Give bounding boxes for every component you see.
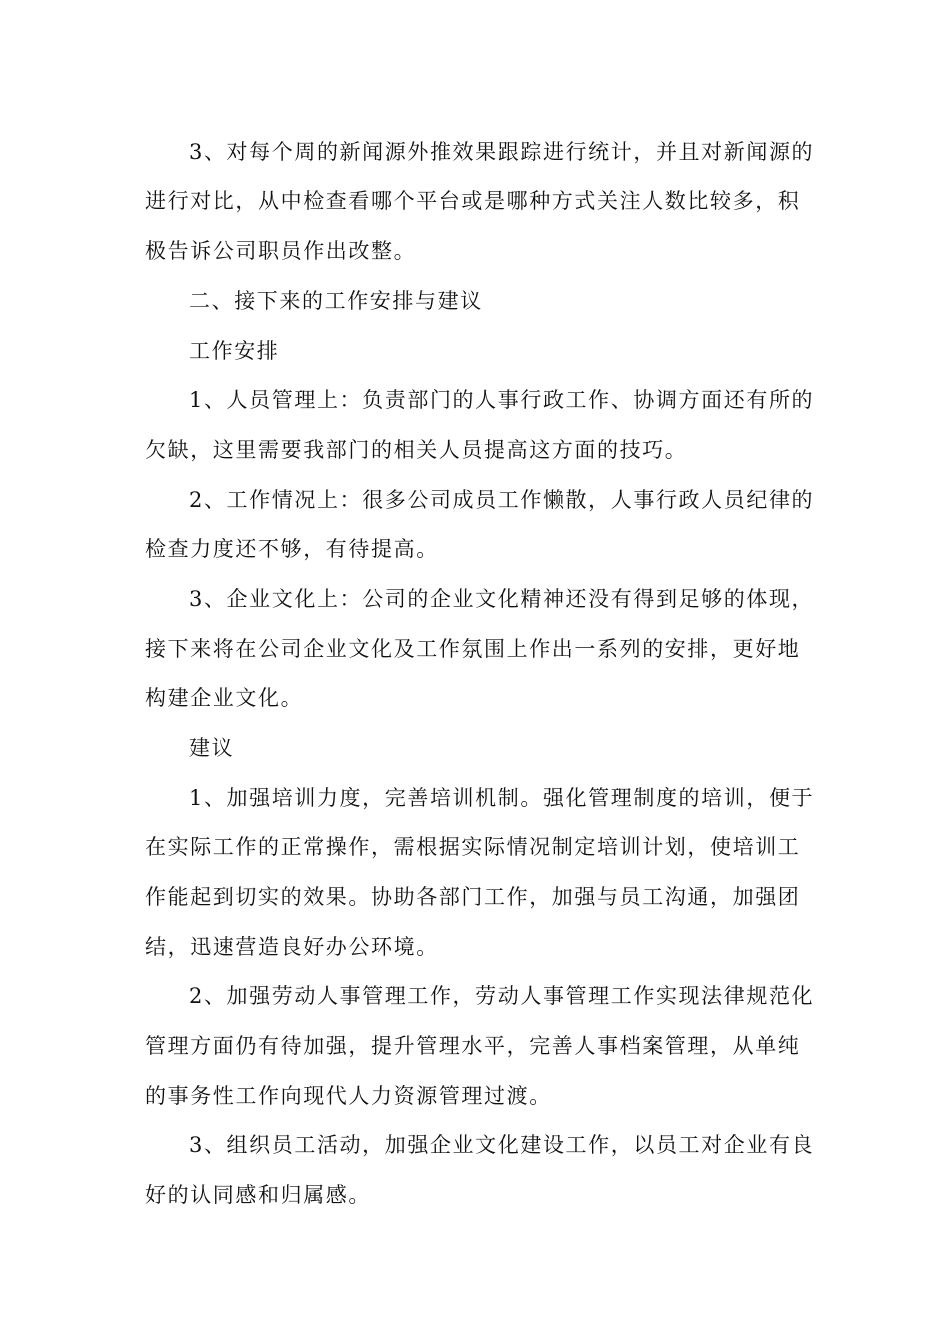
paragraph-line: 2、工作情况上：很多公司成员工作懒散，人事行政人员纪律的	[189, 488, 815, 512]
paragraph-line: 结，迅速营造良好办公环境。	[145, 935, 439, 959]
paragraph-line: 作能起到切实的效果。协助各部门工作，加强与员工沟通，加强团	[145, 885, 801, 909]
paragraph-line: 在实际工作的正常操作，需根据实际情况制定培训计划，使培训工	[145, 835, 801, 859]
paragraph-line: 2、加强劳动人事管理工作，劳动人事管理工作实现法律规范化	[189, 984, 815, 1008]
paragraph-line: 1、加强培训力度，完善培训机制。强化管理制度的培训，便于	[189, 786, 815, 810]
paragraph-line: 进行对比，从中检查看哪个平台或是哪种方式关注人数比较多，积	[145, 189, 801, 213]
section-heading: 二、接下来的工作安排与建议	[189, 289, 483, 313]
paragraph-line: 3、组织员工活动，加强企业文化建设工作，以员工对企业有良	[189, 1133, 815, 1157]
subsection-heading: 建议	[189, 736, 235, 760]
paragraph-line: 欠缺，这里需要我部门的相关人员提高这方面的技巧。	[145, 438, 688, 462]
paragraph-line: 管理方面仍有待加强，提升管理水平，完善人事档案管理，从单纯	[145, 1034, 801, 1058]
paragraph-line: 好的认同感和归属感。	[145, 1183, 371, 1207]
paragraph-line: 3、对每个周的新闻源外推效果跟踪进行统计，并且对新闻源的	[189, 140, 815, 164]
paragraph-line: 接下来将在公司企业文化及工作氛围上作出一系列的安排，更好地	[145, 637, 801, 661]
paragraph-line: 1、人员管理上：负责部门的人事行政工作、协调方面还有所的	[189, 388, 815, 412]
paragraph-line: 3、企业文化上：公司的企业文化精神还没有得到足够的体现，	[189, 587, 815, 611]
paragraph-line: 极告诉公司职员作出改整。	[145, 239, 417, 263]
paragraph-line: 检查力度还不够，有待提高。	[145, 537, 439, 561]
paragraph-line: 的事务性工作向现代人力资源管理过渡。	[145, 1084, 552, 1108]
subsection-heading: 工作安排	[189, 339, 280, 363]
paragraph-line: 构建企业文化。	[145, 686, 304, 710]
